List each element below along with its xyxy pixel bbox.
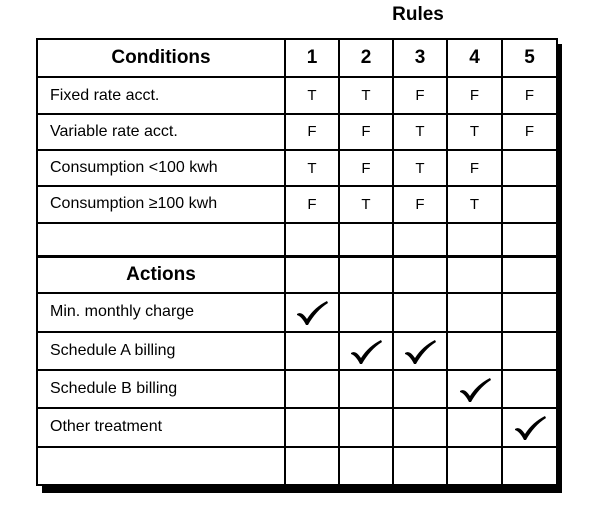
action-check-cell (502, 293, 557, 331)
action-check-cell (393, 408, 447, 446)
action-check-cell (502, 370, 557, 408)
checkmark-icon (295, 300, 329, 326)
blank-row (37, 223, 557, 257)
action-check-cell (285, 332, 339, 370)
action-check-cell (285, 370, 339, 408)
condition-value: F (502, 77, 557, 113)
checkmark-icon (513, 415, 547, 441)
blank-row (37, 447, 557, 485)
empty-cell (447, 223, 502, 257)
condition-value (502, 186, 557, 222)
condition-row (37, 186, 557, 222)
action-check-cell (339, 370, 393, 408)
empty-cell (393, 447, 447, 485)
action-label: Other treatment (37, 408, 285, 446)
action-label: Schedule B billing (37, 370, 285, 408)
action-check-cell (339, 293, 393, 331)
rule-number-5: 5 (502, 39, 557, 77)
condition-value: T (285, 77, 339, 113)
empty-cell (502, 223, 557, 257)
condition-value: F (285, 186, 339, 222)
empty-cell (339, 223, 393, 257)
rule-number-2: 2 (339, 39, 393, 77)
conditions-header: Conditions (37, 39, 285, 77)
condition-value: T (447, 186, 502, 222)
empty-cell (285, 447, 339, 485)
empty-cell (37, 223, 285, 257)
condition-value: F (339, 114, 393, 150)
action-check-cell (502, 408, 557, 446)
checkmark-icon (458, 377, 492, 403)
rule-number-3: 3 (393, 39, 447, 77)
actions-header: Actions (37, 257, 285, 293)
action-check-cell (393, 332, 447, 370)
condition-value: F (339, 150, 393, 186)
empty-cell (285, 257, 339, 293)
condition-value: T (339, 186, 393, 222)
action-check-cell (502, 332, 557, 370)
condition-value: F (447, 150, 502, 186)
action-row (37, 332, 557, 370)
condition-row (37, 114, 557, 150)
action-check-cell (285, 408, 339, 446)
condition-value: T (339, 77, 393, 113)
condition-row (37, 150, 557, 186)
condition-label: Variable rate acct. (37, 114, 285, 150)
empty-cell (339, 257, 393, 293)
action-check-cell (393, 293, 447, 331)
rules-title: Rules (392, 4, 444, 25)
action-label: Schedule A billing (37, 332, 285, 370)
condition-value: F (393, 186, 447, 222)
rule-number-1: 1 (285, 39, 339, 77)
action-check-cell (285, 293, 339, 331)
action-check-cell (447, 332, 502, 370)
condition-value: F (447, 77, 502, 113)
checkmark-icon (349, 339, 383, 365)
condition-value: F (285, 114, 339, 150)
condition-value: T (285, 150, 339, 186)
empty-cell (447, 447, 502, 485)
action-check-cell (393, 370, 447, 408)
action-check-cell (447, 408, 502, 446)
condition-value (502, 150, 557, 186)
condition-row (37, 77, 557, 113)
action-row (37, 408, 557, 446)
condition-value: F (502, 114, 557, 150)
condition-value: T (393, 114, 447, 150)
actions-header-row (37, 257, 557, 293)
empty-cell (37, 447, 285, 485)
action-check-cell (447, 370, 502, 408)
empty-cell (447, 257, 502, 293)
empty-cell (285, 223, 339, 257)
checkmark-icon (403, 339, 437, 365)
empty-cell (393, 223, 447, 257)
empty-cell (502, 257, 557, 293)
condition-value: T (393, 150, 447, 186)
empty-cell (393, 257, 447, 293)
action-row (37, 370, 557, 408)
condition-label: Consumption ≥100 kwh (37, 186, 285, 222)
action-check-cell (339, 408, 393, 446)
action-row (37, 293, 557, 331)
rule-number-4: 4 (447, 39, 502, 77)
decision-table (36, 38, 558, 486)
action-label: Min. monthly charge (37, 293, 285, 331)
action-check-cell (447, 293, 502, 331)
condition-value: F (393, 77, 447, 113)
action-check-cell (339, 332, 393, 370)
condition-label: Consumption <100 kwh (37, 150, 285, 186)
empty-cell (339, 447, 393, 485)
header-row (37, 39, 557, 77)
condition-label: Fixed rate acct. (37, 77, 285, 113)
condition-value: T (447, 114, 502, 150)
empty-cell (502, 447, 557, 485)
